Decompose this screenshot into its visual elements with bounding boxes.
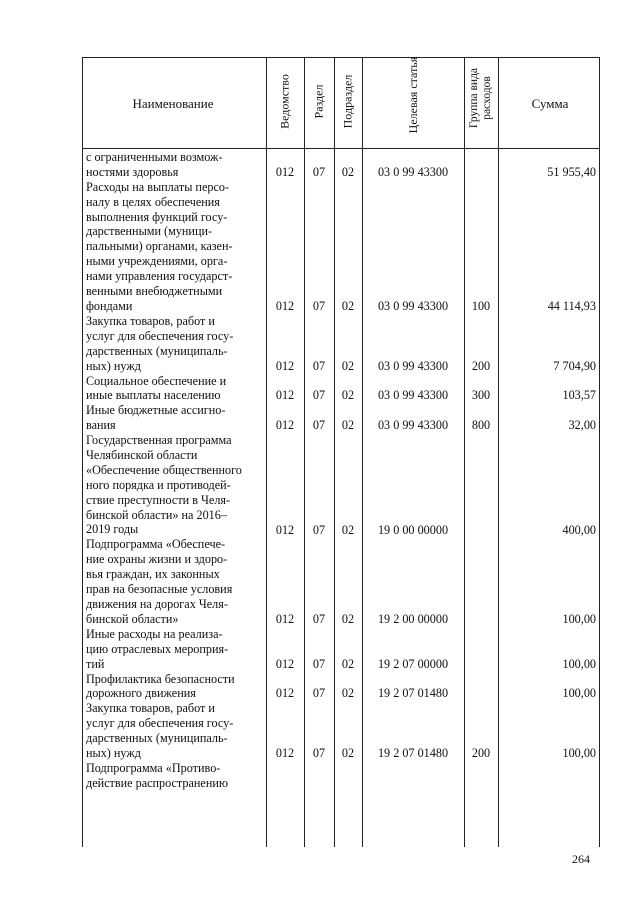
row-ved: 012 [275, 164, 295, 179]
row-name-line: прав на безопасные условия [86, 582, 233, 597]
row-grp: 800 [471, 418, 491, 433]
row-name [86, 433, 260, 537]
row-ved: 012 [275, 418, 295, 433]
row-cel: 03 0 99 43300 [377, 299, 449, 313]
row-raz: 07 [312, 611, 326, 626]
row-pod: 02 [341, 656, 355, 671]
row-cel: 03 0 99 43300 [377, 418, 449, 433]
row-pod: 02 [341, 299, 355, 313]
row-ved: 012 [275, 522, 295, 537]
row-name-line: венными внебюджетными [86, 284, 223, 299]
row-name-line: дорожного движения [86, 686, 196, 701]
row-name [86, 314, 260, 374]
row-name-line: дарственных (муниципаль- [86, 343, 228, 358]
row-name-line: вания [86, 418, 116, 433]
row-name-line: Подпрограмма «Противо- [86, 760, 221, 775]
row-name-line: ние охраны жизни и здоро- [86, 552, 228, 567]
row-grp: 300 [471, 388, 491, 403]
row-name-line: Государственная программа [86, 433, 232, 448]
row-name-line: Профилактика безопасности [86, 671, 235, 686]
row-cel: 03 0 99 43300 [377, 164, 449, 179]
row-sum: 100,00 [562, 746, 596, 760]
row-sum: 7 704,90 [553, 358, 596, 373]
row-name [86, 180, 260, 314]
row-name-line: Подпрограмма «Обеспече- [86, 537, 226, 552]
header-celevaya: Целевая статья [406, 56, 420, 134]
row-name-line: Иные бюджетные ассигно- [86, 403, 226, 418]
row-ved: 012 [275, 611, 295, 626]
row-cel: 19 2 07 01480 [377, 686, 449, 701]
row-name-line: дарственных (муниципаль- [86, 731, 228, 746]
row-name [86, 672, 260, 702]
row-name-line: ных) нужд [86, 358, 141, 373]
row-sum: 103,57 [562, 388, 596, 403]
row-ved: 012 [275, 388, 295, 403]
col-divider [498, 57, 499, 847]
row-raz: 07 [312, 418, 326, 433]
row-ved: 012 [275, 656, 295, 671]
row-cel: 19 2 07 00000 [377, 656, 449, 671]
row-ved: 012 [275, 358, 295, 373]
page-number: 264 [572, 852, 590, 866]
header-summa: Сумма [531, 96, 569, 111]
header-name: Наименование [132, 96, 214, 111]
row-name-line: иные выплаты населению [86, 388, 221, 403]
row-raz: 07 [312, 164, 326, 179]
row-raz: 07 [312, 388, 326, 403]
row-raz: 07 [312, 299, 326, 313]
row-ved: 012 [275, 686, 295, 701]
row-name-line: ными учреждениями, орга- [86, 254, 228, 269]
row-name [86, 627, 260, 672]
row-raz: 07 [312, 686, 326, 701]
row-name [86, 701, 260, 761]
row-name-line: Расходы на выплаты персо- [86, 179, 230, 194]
table-left-border [82, 57, 83, 847]
row-grp: 200 [471, 358, 491, 373]
row-name-line: Иные расходы на реализа- [86, 626, 223, 641]
row-name [86, 374, 260, 404]
row-name-line: вья граждан, их законных [86, 567, 220, 582]
row-name-line: нами управления государст- [86, 269, 233, 284]
row-name [86, 537, 260, 626]
row-sum: 100,00 [562, 656, 596, 671]
row-name-line: Челябинской области [86, 447, 198, 462]
row-cel: 19 2 07 01480 [377, 746, 449, 760]
row-name-line: цию отраслевых мероприя- [86, 641, 229, 656]
row-name-line: ствие преступности в Челя- [86, 492, 231, 507]
row-name-line: тий [86, 656, 105, 671]
row-name-line: с ограниченными возмож- [86, 150, 223, 164]
row-name-line: ностями здоровья [86, 164, 179, 179]
row-name [86, 150, 260, 180]
row-name-line: движения на дорогах Челя- [86, 596, 228, 611]
row-name-line: 2019 годы [86, 522, 139, 537]
row-pod: 02 [341, 388, 355, 403]
row-name-line: выполнения функций госу- [86, 209, 228, 224]
row-ved: 012 [275, 746, 295, 760]
row-pod: 02 [341, 418, 355, 433]
row-sum: 100,00 [562, 686, 596, 701]
row-raz: 07 [312, 522, 326, 537]
row-name-line: Закупка товаров, работ и [86, 313, 215, 328]
row-name-line: налу в целях обеспечения [86, 194, 220, 209]
row-cel: 19 2 00 00000 [377, 611, 449, 626]
row-name-line: услуг для обеспечения госу- [86, 328, 234, 343]
row-pod: 02 [341, 746, 355, 760]
row-ved: 012 [275, 299, 295, 313]
col-divider [464, 57, 465, 847]
header-razdel: Раздел [311, 84, 326, 119]
row-name-line: пальными) органами, казен- [86, 239, 233, 254]
row-cel: 03 0 99 43300 [377, 388, 449, 403]
row-raz: 07 [312, 746, 326, 760]
row-name-line: бинской области» на 2016– [86, 507, 227, 522]
row-name-line: действие распространению [86, 775, 228, 790]
row-sum: 400,00 [562, 522, 596, 537]
row-pod: 02 [341, 522, 355, 537]
row-name-line: Социальное обеспечение и [86, 373, 227, 388]
row-sum: 51 955,40 [547, 164, 596, 179]
row-name-line: фондами [86, 298, 133, 313]
row-name-line: бинской области» [86, 611, 179, 626]
row-name-line: «Обеспечение общественного [86, 462, 242, 477]
row-pod: 02 [341, 164, 355, 179]
row-grp: 100 [471, 299, 491, 313]
row-pod: 02 [341, 358, 355, 373]
row-name-line: Закупка товаров, работ и [86, 701, 215, 716]
row-raz: 07 [312, 358, 326, 373]
row-sum: 44 114,93 [547, 299, 596, 313]
row-raz: 07 [312, 656, 326, 671]
row-sum: 32,00 [568, 418, 596, 433]
row-grp: 200 [471, 746, 491, 760]
row-name [86, 403, 260, 433]
header-podrazdel: Подраздел [340, 74, 355, 129]
row-pod: 02 [341, 686, 355, 701]
header-gruppa: Группа вида расходов [468, 67, 493, 129]
row-name [86, 761, 260, 791]
row-name-line: ного порядка и противодей- [86, 477, 231, 492]
row-name-line: ных) нужд [86, 745, 141, 760]
row-name-line: дарственными (муници- [86, 224, 213, 239]
row-pod: 02 [341, 611, 355, 626]
table-right-border [599, 57, 600, 847]
row-cel: 03 0 99 43300 [377, 358, 449, 373]
row-sum: 100,00 [562, 611, 596, 626]
header-ved: Ведомство [277, 74, 292, 129]
row-name-line: услуг для обеспечения госу- [86, 716, 234, 731]
row-cel: 19 0 00 00000 [377, 522, 449, 537]
